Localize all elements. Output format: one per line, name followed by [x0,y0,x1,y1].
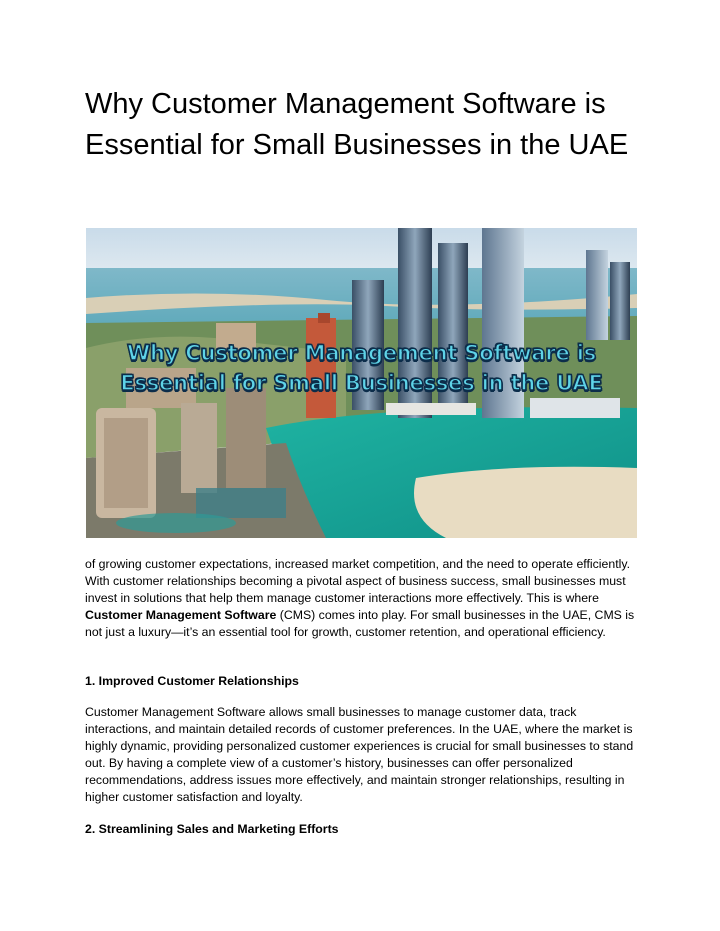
hero-image [86,228,637,538]
intro-text-start: of growing customer expectations, increased market competition, and the need to operate efficiently. With customer relationships becoming a pivotal aspect of business success, small businesses must invest in solutions that help them manage customer interactions more effectively. This is where [85,557,631,605]
hero-overlay-line-1: Why Customer Management Software is [126,341,597,365]
section-1-paragraph: Customer Management Software allows small businesses to manage customer data, track interactions, and maintain detailed records of customer preferences. In the UAE, where the market is highly dynamic, providing personalized customer experiences is crucial for small businesses to stand out. By having a complete view of a customer’s history, businesses can offer personalized recommendations, address issues more effectively, and maintain stronger relationships, resulting in higher customer satisfaction and loyalty. [85,705,634,804]
section-2-heading: 2. Streamlining Sales and Marketing Efforts [85,822,339,836]
intro-paragraph [85,556,637,641]
page-title: Why Customer Management Software is Essential for Small Businesses in the UAE [85,88,629,161]
hero-overlay-line-2: Essential for Small Businesses in the UAE [120,371,603,395]
section-1-heading: 1. Improved Customer Relationships [85,674,299,688]
intro-bold-term: Customer Management Software [85,608,277,622]
intro-text-end: (CMS) comes into play. For small businesses in the UAE, CMS is not just a luxury—it’s an essential tool for growth, customer retention, and operational efficiency. [85,608,635,639]
